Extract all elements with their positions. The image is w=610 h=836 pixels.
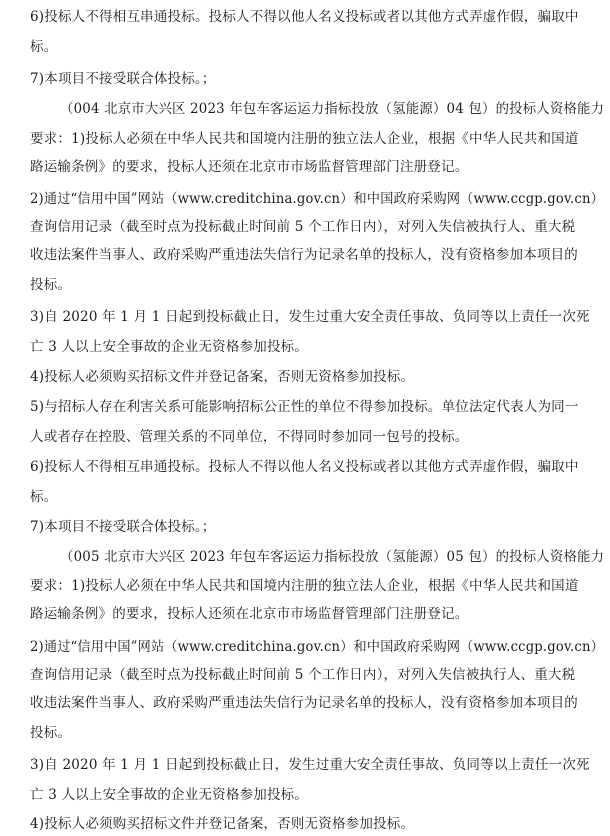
text-line: 收违法案件当事人、政府采购严重违法失信行为记录名单的投标人，没有资格参加本项目的 <box>30 247 578 263</box>
text-line: 投标。 <box>30 725 72 741</box>
text-line: 5)与招标人存在利害关系可能影响招标公正性的单位不得参加投标。单位法定代表人为同一 <box>30 399 579 415</box>
text-line: （005 北京市大兴区 2023 年包车客运运力指标投放（氢能源）05 包）的投标人资格能力 <box>60 549 605 565</box>
text-line: 收违法案件当事人、政府采购严重违法失信行为记录名单的投标人，没有资格参加本项目的 <box>30 695 578 711</box>
text-line: 亡 3 人以上安全事故的企业无资格参加投标。 <box>30 787 309 803</box>
text-line: 投标。 <box>30 277 72 293</box>
text-line: 6)投标人不得相互串通投标。投标人不得以他人名义投标或者以其他方式弄虚作假，骗取中 <box>30 459 579 475</box>
text-line: 要求：1)投标人必须在中华人民共和国境内注册的独立法人企业，根据《中华人民共和国道 <box>30 131 579 147</box>
text-line: 7)本项目不接受联合体投标。； <box>30 519 216 535</box>
text-line: 6)投标人不得相互串通投标。投标人不得以他人名义投标或者以其他方式弄虚作假，骗取中 <box>30 9 579 25</box>
text-line: 3)自 2020 年 1 月 1 日起到投标截止日，发生过重大安全责任事故、负同等以上责任一次死 <box>30 757 590 773</box>
text-line: 路运输条例》的要求，投标人还须在北京市市场监督管理部门注册登记。 <box>30 159 469 175</box>
text-line: 查询信用记录（截至时点为投标截止时间前 5 个工作日内），对列入失信被执行人、重大税 <box>30 219 576 235</box>
text-line: 要求：1)投标人必须在中华人民共和国境内注册的独立法人企业，根据《中华人民共和国道 <box>30 578 579 594</box>
text-line: 亡 3 人以上安全事故的企业无资格参加投标。 <box>30 339 309 355</box>
text-line: 标。 <box>30 39 58 55</box>
text-line: 查询信用记录（截至时点为投标截止时间前 5 个工作日内），对列入失信被执行人、重大税 <box>30 667 576 683</box>
text-line: 7)本项目不接受联合体投标。； <box>30 71 216 87</box>
text-line: 2)通过“信用中国”网站（www.creditchina.gov.cn）和中国政府采购网（www.ccgp.gov.cn） <box>30 639 604 655</box>
text-line: 路运输条例》的要求，投标人还须在北京市市场监督管理部门注册登记。 <box>30 606 469 622</box>
text-line: 3)自 2020 年 1 月 1 日起到投标截止日，发生过重大安全责任事故、负同等以上责任一次死 <box>30 309 590 325</box>
text-line: 2)通过“信用中国”网站（www.creditchina.gov.cn）和中国政府采购网（www.ccgp.gov.cn） <box>30 191 604 207</box>
text-line: 人或者存在控股、管理关系的不同单位，不得同时参加同一包号的投标。 <box>30 429 469 445</box>
text-line: 4)投标人必须购买招标文件并登记备案，否则无资格参加投标。 <box>30 369 415 385</box>
text-line: 标。 <box>30 489 58 505</box>
text-line: 4)投标人必须购买招标文件并登记备案，否则无资格参加投标。 <box>30 816 415 832</box>
text-line: （004 北京市大兴区 2023 年包车客运运力指标投放（氢能源）04 包）的投标人资格能力 <box>60 101 605 117</box>
